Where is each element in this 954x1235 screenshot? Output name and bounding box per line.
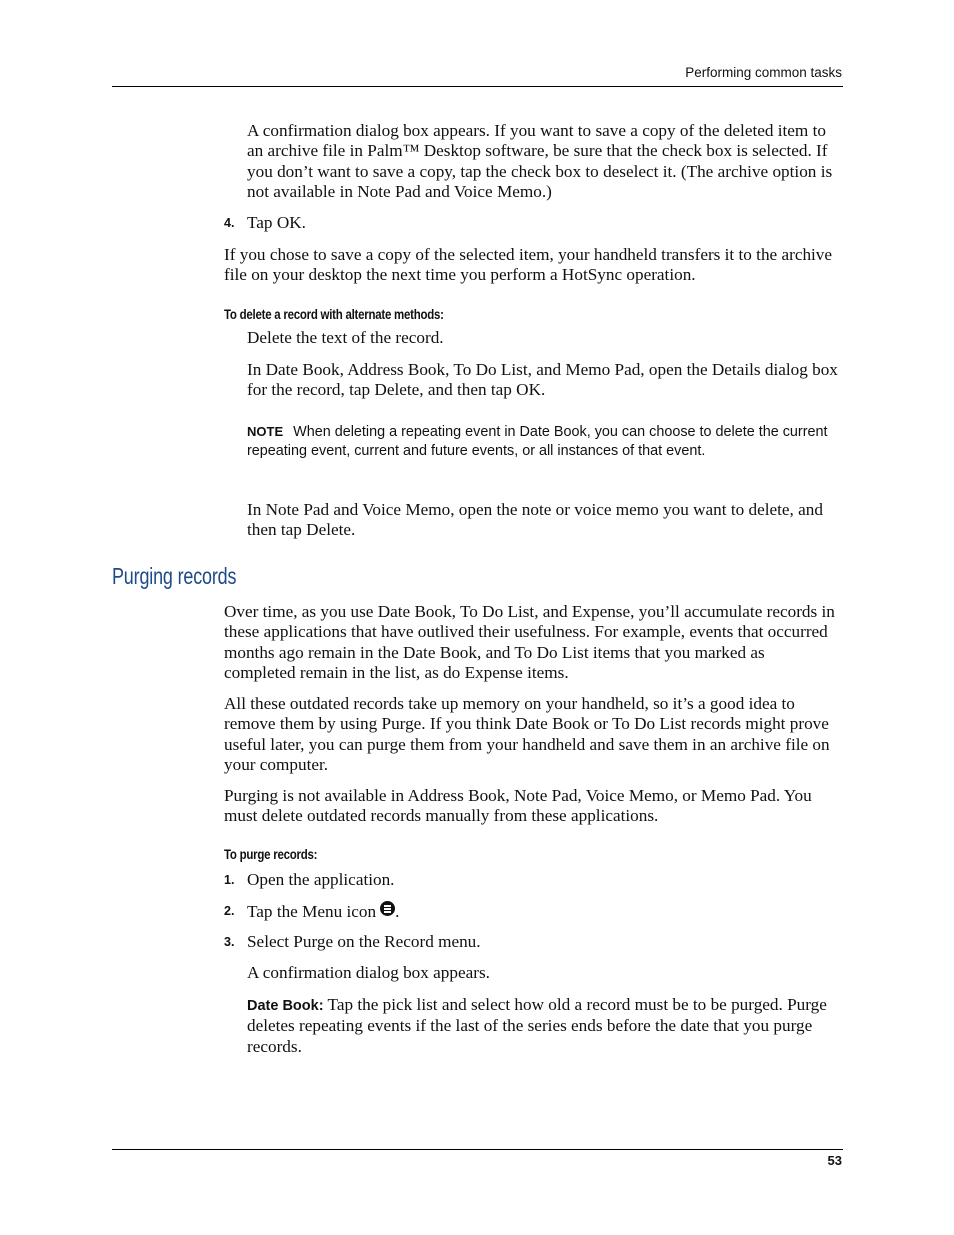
note-block (247, 423, 837, 460)
step-text: Tap OK. (247, 213, 306, 232)
menu-icon (380, 901, 395, 916)
step-text: Tap the Menu icon (247, 902, 377, 921)
step-number: 4. (224, 216, 235, 230)
section-heading: Purging records (112, 563, 237, 589)
body-paragraph: Purging is not available in Address Book, Note Pad, Voice Memo, or Memo Pad. You must delete outdated records manually from these applications. (224, 786, 812, 826)
confirmation-text: A confirmation dialog box appears. (247, 963, 490, 982)
datebook-paragraph (247, 995, 842, 1057)
method-item: In Date Book, Address Book, To Do List, and Memo Pad, open the Details dialog box for the record, tap Delete, and then tap OK. (247, 360, 838, 400)
datebook-text: Tap the pick list and select how old a record must be to be purged. Purge deletes repeating events if the last of the series ends before the date that you purge records. (247, 995, 827, 1056)
body-paragraph: All these outdated records take up memory on your handheld, so it’s a good idea to remove them by using Purge. If you think Date Book or To Do List records might prove useful later, you can purge them from your handheld and save them in an archive file on your computer. (224, 694, 830, 775)
running-head: Performing common tasks (685, 65, 842, 80)
step-number: 2. (224, 904, 235, 918)
step-number: 1. (224, 873, 235, 887)
note-text: When deleting a repeating event in Date Book, you can choose to delete the current repeating event, current and future events, or all instances of that event. (247, 424, 828, 459)
archive-paragraph: If you chose to save a copy of the selected item, your handheld transfers it to the archive file on your desktop the next time you perform a HotSync operation. (224, 245, 833, 285)
run-in-label: Date Book: (247, 998, 324, 1014)
step-punctuation: . (395, 902, 400, 921)
step-item (247, 901, 842, 922)
body-paragraph: Over time, as you use Date Book, To Do List, and Expense, you’ll accumulate records in these applications that have outlived their usefulness. For example, events that occurred months ago remain in the Date Book, and To Do List items that you marked as completed remain in the list, as do Expense items. (224, 602, 835, 683)
footer-rule (112, 1149, 843, 1150)
confirmation-paragraph: A confirmation dialog box appears. If you want to save a copy of the deleted item to an archive file in Palm™ Desktop software, be sure that the check box is selected. If you don’t want to save a copy, tap the check box to deselect it. (The archive option is not available in Note Pad and Voice Memo.) (247, 121, 833, 202)
note-label: NOTE (247, 424, 284, 439)
procedure-heading: To delete a record with alternate methods: (224, 306, 444, 322)
step-text: Open the application. (247, 870, 395, 889)
header-rule (112, 86, 843, 87)
method-item: In Note Pad and Voice Memo, open the note or voice memo you want to delete, and then tap Delete. (247, 500, 823, 540)
procedure-heading: To purge records: (224, 846, 318, 862)
step-number: 3. (224, 935, 235, 949)
method-item: Delete the text of the record. (247, 328, 444, 347)
step-text: Select Purge on the Record menu. (247, 932, 481, 951)
page-number: 53 (827, 1153, 842, 1168)
